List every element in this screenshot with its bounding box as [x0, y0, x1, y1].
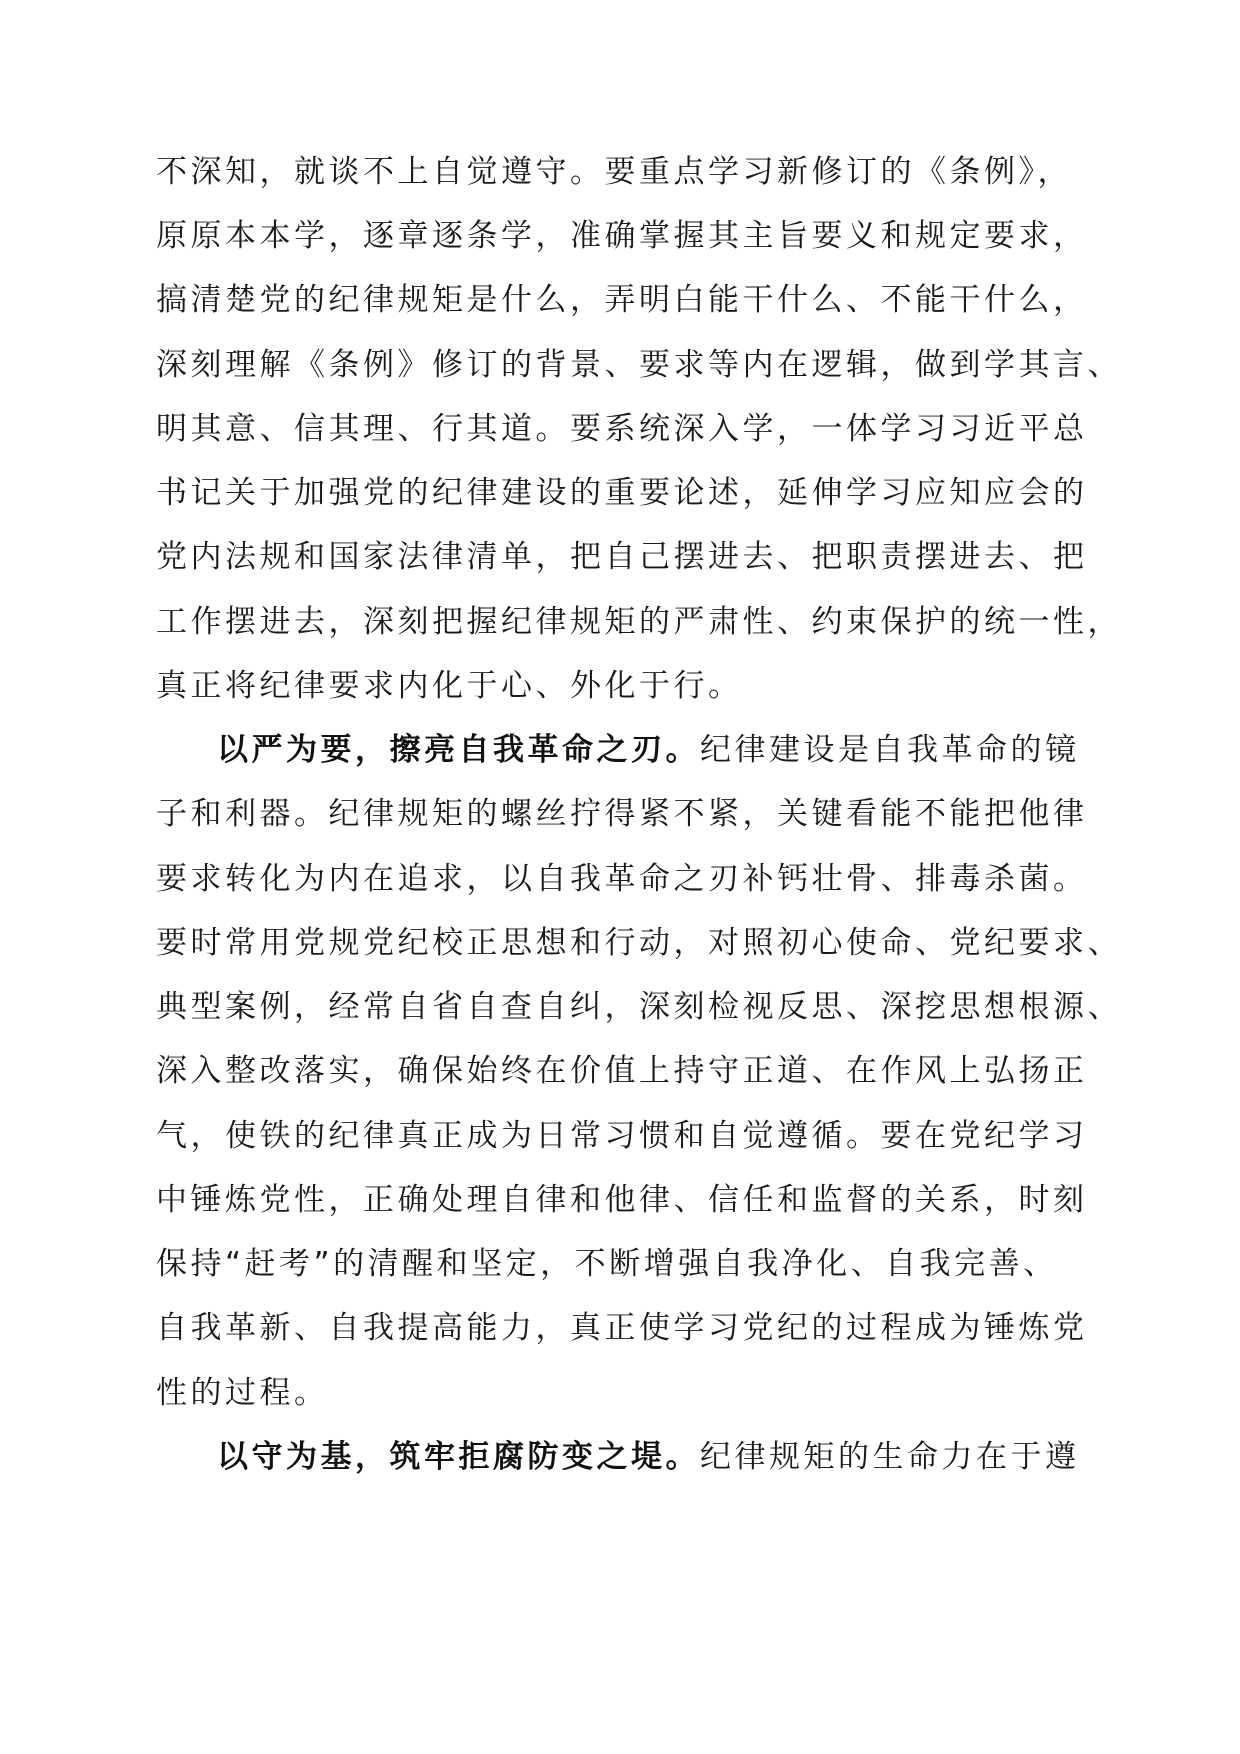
- paragraph-1-line: 真正将纪律要求内化于心、外化于行。: [156, 668, 743, 704]
- paragraph-2-heading: 以严为要，擦亮自我革命之刃。: [217, 732, 700, 768]
- paragraph-2-line: 性的过程。: [156, 1375, 329, 1411]
- paragraph-2-line: 要时常用党规党纪校正思想和行动，对照初心使命、党纪要求、: [156, 925, 1122, 961]
- paragraph-1-line: 搞清楚党的纪律规矩是什么，弄明白能干什么、不能干什么，: [156, 282, 1088, 318]
- paragraph-1-line: 不深知，就谈不上自觉遵守。要重点学习新修订的《条例》，: [156, 154, 1072, 190]
- paragraph-2-first-line: [217, 730, 1101, 770]
- paragraph-3-heading: 以守为基，筑牢拒腐防变之堤。: [217, 1439, 700, 1475]
- paragraph-1-line: 党内法规和国家法律清单，把自己摆进去、把职责摆进去、把: [156, 539, 1088, 575]
- paragraph-1-line: 原原本本学，逐章逐条学，准确掌握其主旨要义和规定要求，: [156, 218, 1088, 254]
- paragraph-2-line: 子和利器。纪律规矩的螺丝拧得紧不紧，关键看能不能把他律: [156, 796, 1088, 832]
- paragraph-2-line: 中锤炼党性，正确处理自律和他律、信任和监督的关系，时刻: [156, 1182, 1088, 1218]
- paragraph-1-line: 深刻理解《条例》修订的背景、要求等内在逻辑，做到学其言、: [156, 347, 1122, 383]
- paragraph-1-line: 明其意、信其理、行其道。要系统深入学，一体学习习近平总: [156, 411, 1088, 447]
- paragraph-2-line: 要求转化为内在追求，以自我革命之刃补钙壮骨、排毒杀菌。: [156, 861, 1088, 897]
- paragraph-2-line: 气，使铁的纪律真正成为日常习惯和自觉遵循。要在党纪学习: [156, 1118, 1088, 1154]
- paragraph-2-line: 保持“赶考”的清醒和坚定，不断增强自我净化、自我完善、: [156, 1246, 1058, 1282]
- paragraph-3-first-line: [217, 1437, 1101, 1477]
- paragraph-3-first-line-text: 纪律规矩的生命力在于遵: [700, 1439, 1080, 1475]
- paragraph-1-line: 书记关于加强党的纪律建设的重要论述，延伸学习应知应会的: [156, 475, 1088, 511]
- paragraph-2-line: 自我革新、自我提高能力，真正使学习党纪的过程成为锤炼党: [156, 1310, 1088, 1346]
- paragraph-2-first-line-text: 纪律建设是自我革命的镜: [700, 732, 1080, 768]
- paragraph-2-line: 典型案例，经常自省自查自纠，深刻检视反思、深挖思想根源、: [156, 989, 1122, 1025]
- paragraph-2-line: 深入整改落实，确保始终在价值上持守正道、在作风上弘扬正: [156, 1053, 1088, 1089]
- paragraph-1-line: 工作摆进去，深刻把握纪律规矩的严肃性、约束保护的统一性，: [156, 604, 1122, 640]
